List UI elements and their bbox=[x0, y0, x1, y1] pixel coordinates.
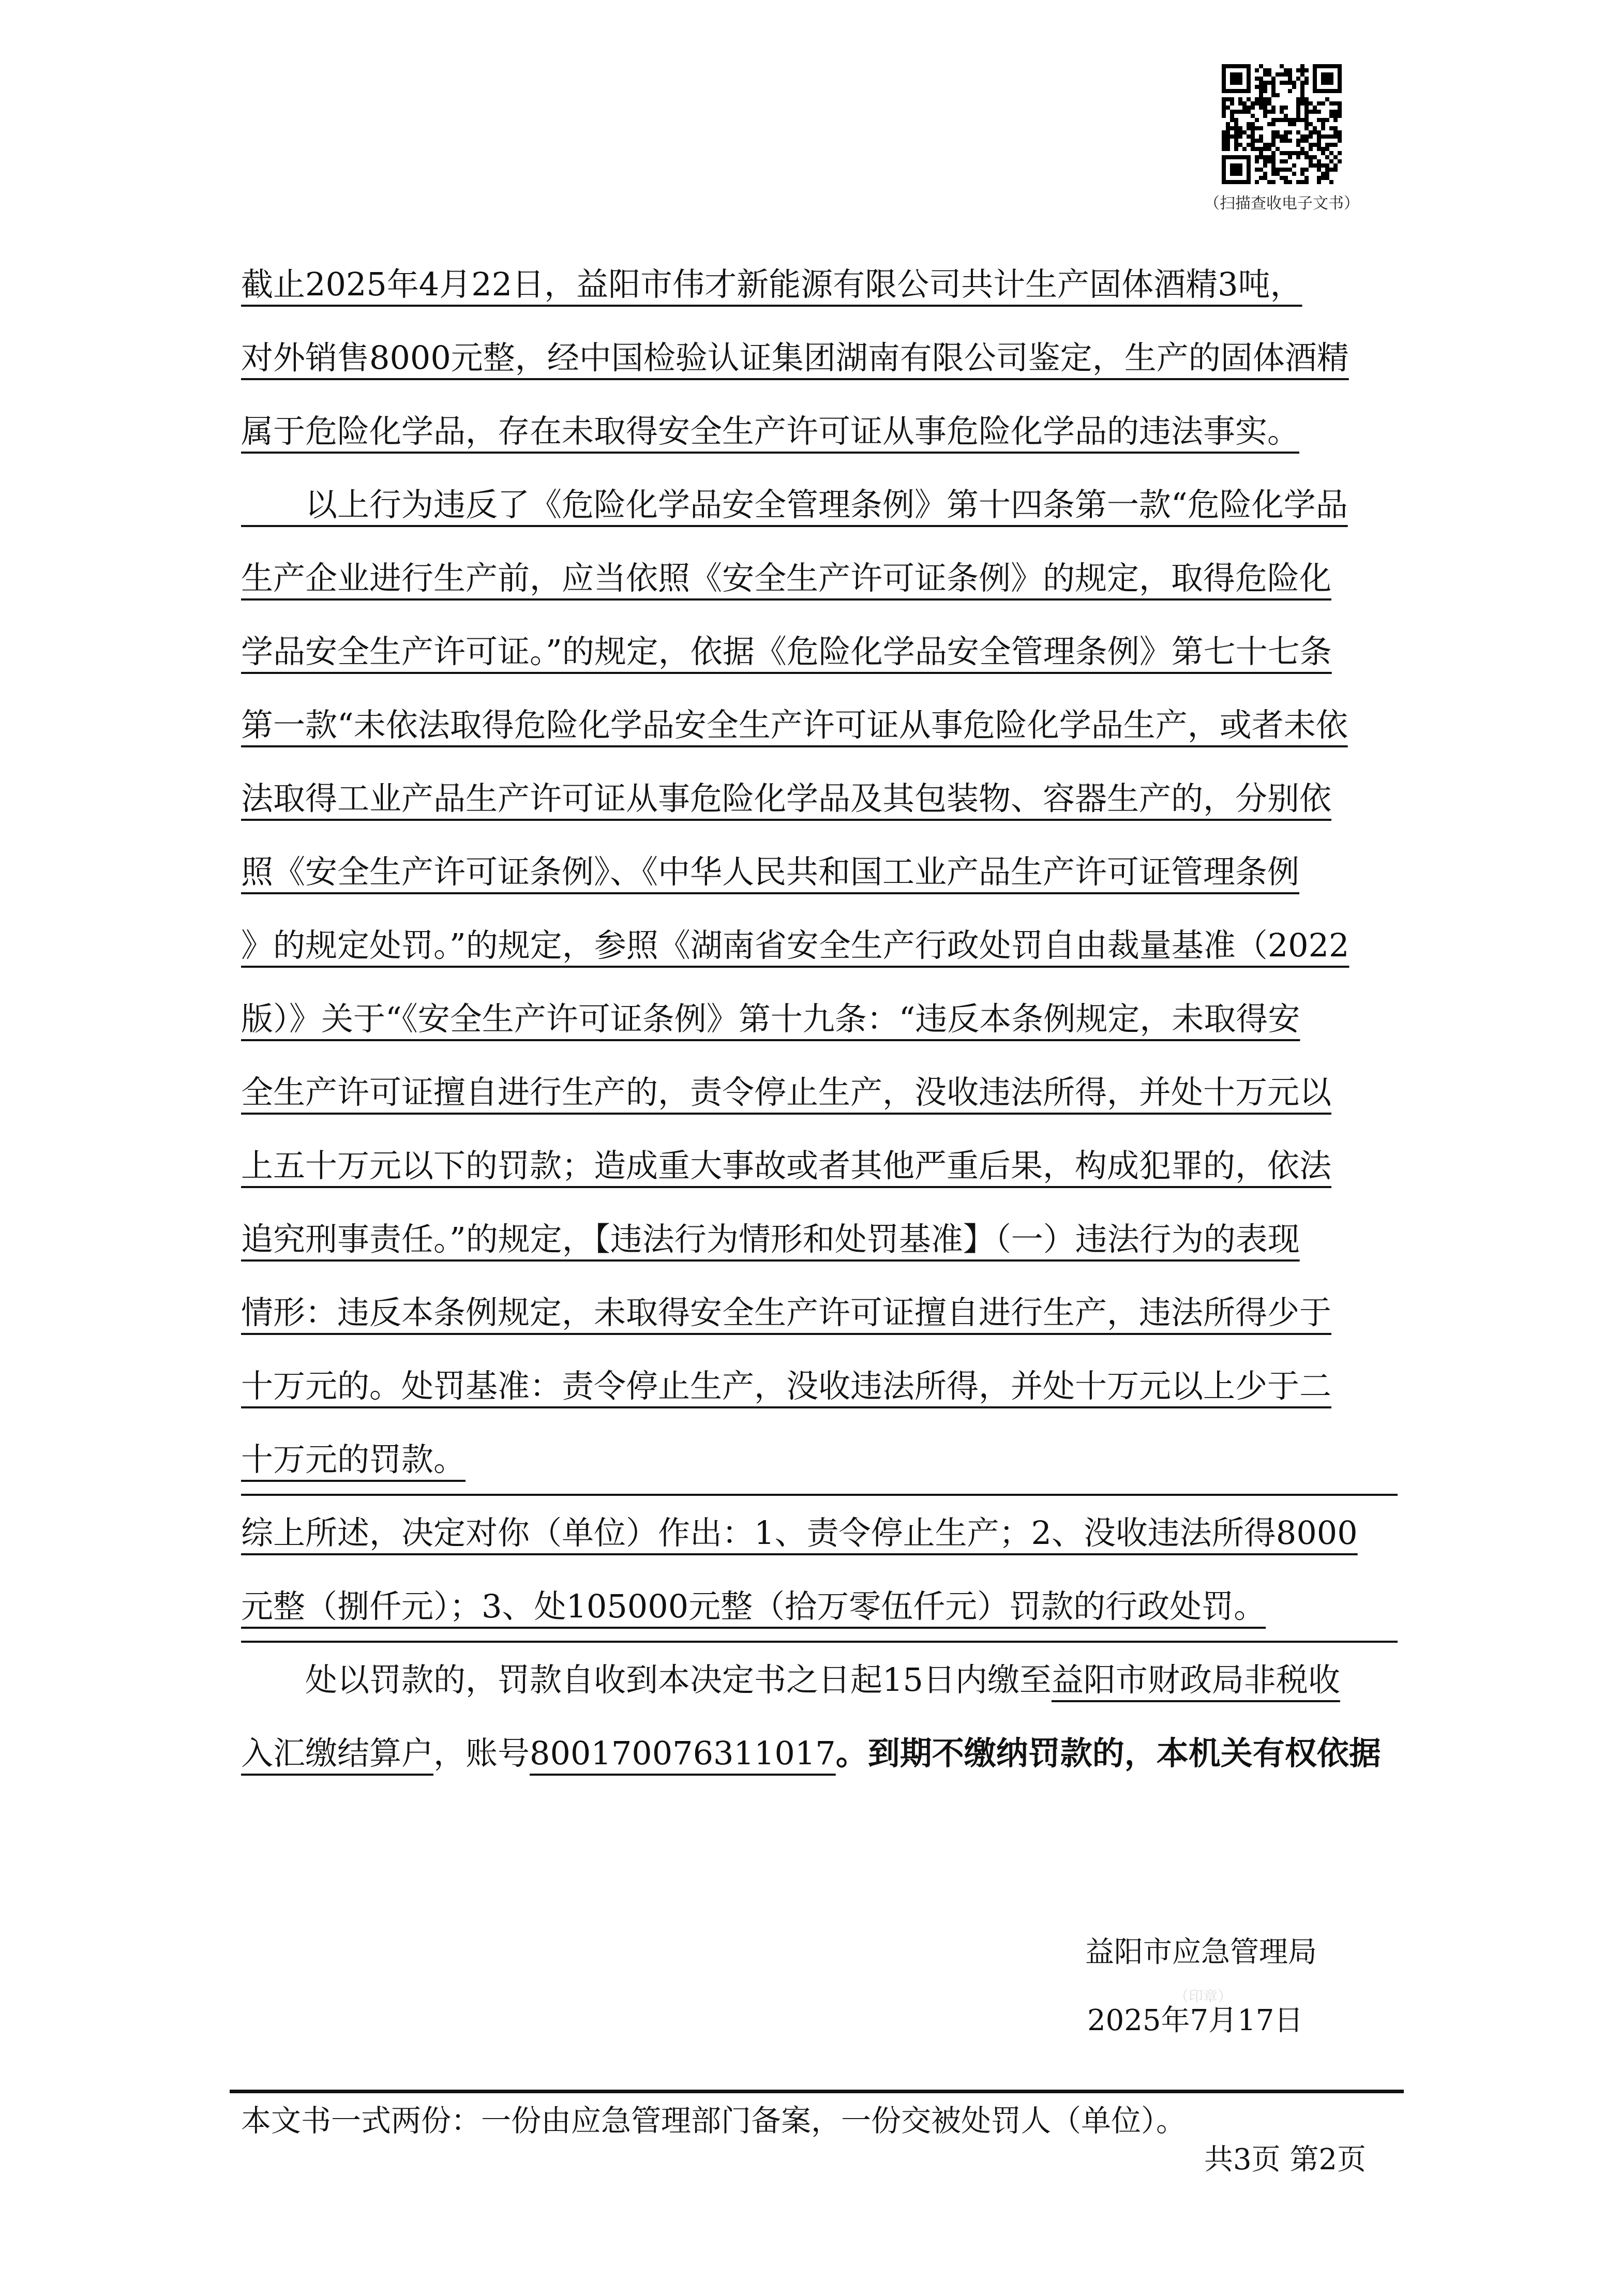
qr-caption: （扫描查收电子文书） bbox=[1204, 194, 1359, 213]
payment-line-2 bbox=[241, 1733, 1381, 1774]
payment-warning: 。到期不缴纳罚款的，本机关有权依据 bbox=[835, 1734, 1381, 1772]
body-line-5: 生产企业进行生产前，应当依照《安全生产许可证条例》的规定，取得危险化 bbox=[241, 559, 1332, 597]
body-line-18: 综上所述，决定对你（单位）作出：1、责令停止生产；2、没收违法所得8000 bbox=[241, 1514, 1358, 1552]
body-line-4-text: 以上行为违反了《危险化学品安全管理条例》第十四条第一款“危险化学品 bbox=[241, 486, 1348, 523]
body-line-12: 全生产许可证擅自进行生产的，责令停止生产，没收违法所得，并处十万元以 bbox=[241, 1073, 1332, 1111]
body-line-3: 属于危险化学品，存在未取得安全生产许可证从事危险化学品的违法事实。 bbox=[241, 412, 1300, 450]
underline-rule bbox=[241, 1494, 1398, 1496]
account-number: 800170076311017 bbox=[530, 1734, 836, 1772]
body-line-15: 情形：违反本条例规定，未取得安全生产许可证擅自进行生产，违法所得少于 bbox=[241, 1294, 1332, 1331]
body-line-10: 》的规定处罚。”的规定，参照《湖南省安全生产行政处罚自由裁量基准（2022 bbox=[241, 926, 1349, 964]
body-line-11: 版）》关于“《安全生产许可证条例》第十九条：“违反本条例规定，未取得安 bbox=[241, 1000, 1300, 1038]
body-line-16: 十万元的。处罚基准：责令停止生产，没收违法所得，并处十万元以上少于二 bbox=[241, 1367, 1332, 1405]
payment-line-1 bbox=[241, 1659, 1340, 1701]
body-line-9: 照《安全生产许可证条例》、《中华人民共和国工业产品生产许可证管理条例 bbox=[241, 853, 1300, 891]
body-line-17: 十万元的罚款。 bbox=[241, 1440, 466, 1478]
body-line-2: 对外销售8000元整，经中国检验认证集团湖南有限公司鉴定，生产的固体酒精 bbox=[241, 339, 1349, 377]
body-line-1: 截止2025年4月22日，益阳市伟才新能源有限公司共计生产固体酒精3吨， bbox=[241, 265, 1302, 303]
body-line-19: 元整（捌仟元）；3、处105000元整（拾万零伍仟元）罚款的行政处罚。 bbox=[241, 1587, 1266, 1625]
body-line-6: 学品安全生产许可证。”的规定，依据《危险化学品安全管理条例》第七十七条 bbox=[241, 633, 1332, 670]
authority-name: 益阳市应急管理局 bbox=[1085, 1935, 1317, 1969]
body-line-13: 上五十万元以下的罚款；造成重大事故或者其他严重后果，构成犯罪的，依法 bbox=[241, 1147, 1332, 1184]
qr-code bbox=[1222, 64, 1342, 184]
body-line-14: 追究刑事责任。”的规定，【违法行为情形和处罚基准】（一）违法行为的表现 bbox=[241, 1220, 1300, 1258]
footer-note: 本文书一式两份：一份由应急管理部门备案，一份交被处罚人（单位）。 bbox=[241, 2103, 1187, 2138]
body-line-4 bbox=[241, 484, 1348, 526]
decision-date: 2025年7月17日 bbox=[1087, 2004, 1303, 2037]
account-name: 益阳市财政局非税收 bbox=[1051, 1661, 1340, 1699]
payment-text: 处以罚款的，罚款自收到本决定书之日起15日内缴至 bbox=[241, 1661, 1052, 1699]
footer-rule bbox=[230, 2090, 1404, 2093]
body-line-7: 第一款“未依法取得危险化学品安全生产许可证从事危险化学品生产，或者未依 bbox=[241, 706, 1348, 744]
account-name: 入汇缴结算户 bbox=[241, 1734, 434, 1772]
body-line-8: 法取得工业产品生产许可证从事危险化学品及其包装物、容器生产的，分别依 bbox=[241, 779, 1332, 817]
page-number: 共3页 第2页 bbox=[1204, 2143, 1367, 2177]
seal-mark: （印章） bbox=[1174, 1988, 1233, 2005]
underline-rule bbox=[241, 1641, 1398, 1643]
account-label: ，账号 bbox=[433, 1734, 530, 1772]
